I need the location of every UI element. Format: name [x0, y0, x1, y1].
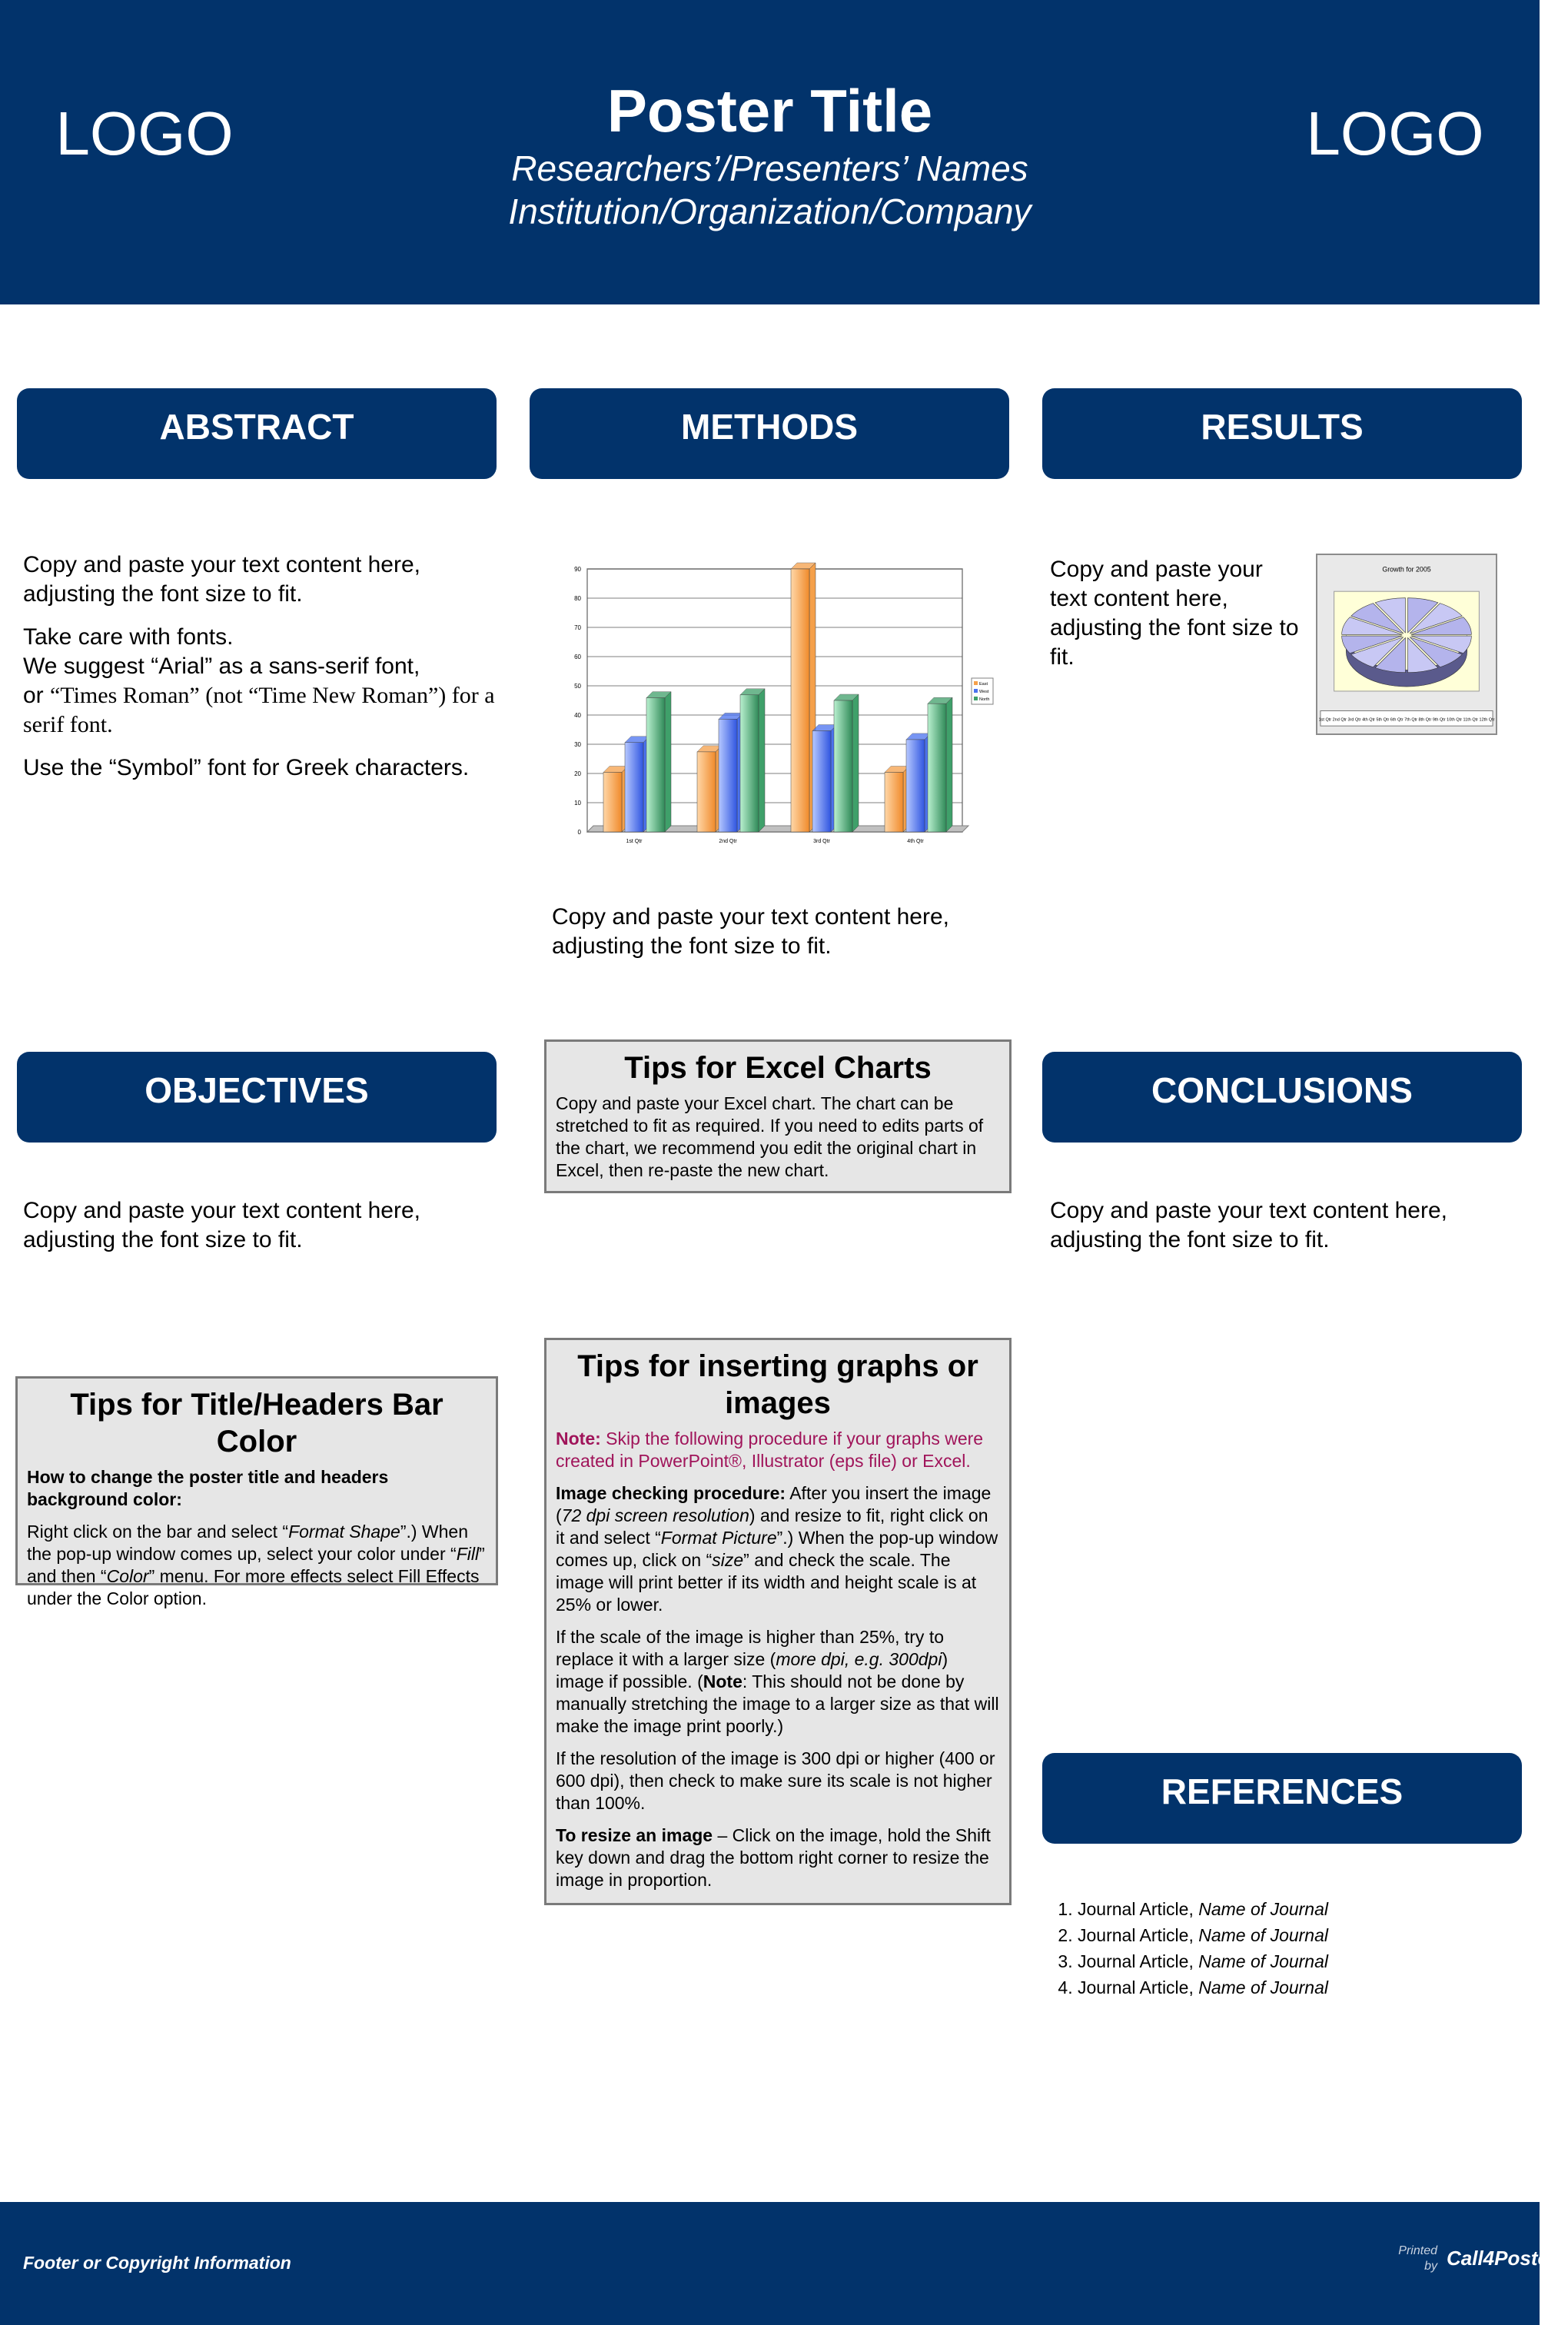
reference-article: Journal Article, [1078, 1925, 1199, 1945]
tip-emphasis: 72 dpi screen resolution [561, 1505, 749, 1525]
tips-title-bar-heading: Tips for Title/Headers Bar Color [70, 1388, 443, 1459]
section-header-objectives: OBJECTIVES [17, 1052, 497, 1143]
section-header-abstract: ABSTRACT [17, 388, 497, 479]
tip-emphasis: more dpi, e.g. 300dpi [776, 1649, 942, 1669]
tips-graphs-heading: Tips for inserting graphs or images [577, 1349, 978, 1420]
pie-chart-title: Growth for 2005 [1382, 565, 1431, 574]
note-label: Note: [556, 1429, 601, 1449]
chart-bar [646, 698, 665, 832]
tip-text: If the scale of the image is higher than 25%, try to replace it with a larger size ( [556, 1627, 945, 1669]
reference-journal: Name of Journal [1198, 1951, 1328, 1971]
reference-item [1078, 1896, 1539, 1922]
section-header-methods: METHODS [530, 388, 1009, 479]
printed-by-label: Printed by [1398, 2244, 1437, 2273]
abstract-paragraph: Copy and paste your text content here, adjusting the font size to fit. [23, 552, 420, 607]
tip-text: – Click on the image, hold the Shift key down and drag the bottom right corner to resize the image in proportion. [556, 1825, 991, 1890]
chart-y-tick-label: 60 [574, 654, 581, 660]
chart-x-tick-label: 2nd Qtr [719, 839, 737, 844]
tip-bold: Note [703, 1671, 742, 1691]
tip-text: ” and then “ [27, 1544, 485, 1586]
tips-graphs-resize [556, 1824, 1000, 1891]
section-header-references: REFERENCES [1042, 1753, 1522, 1844]
chart-bar [812, 731, 831, 832]
tip-text: ”.) When the pop-up window comes up, click on “ [556, 1528, 998, 1570]
chart-bar [885, 772, 903, 832]
tip-text: ) and resize to fit, right click on it and select “ [556, 1505, 988, 1548]
references-list [1059, 1896, 1539, 2001]
results-pie-chart [1316, 554, 1497, 735]
tip-text: ”.) When the pop-up window comes up, select your color under “ [27, 1522, 468, 1564]
reference-item [1078, 1948, 1539, 1974]
logo-right: LOGO [1306, 99, 1484, 168]
chart-legend-swatch [974, 697, 978, 700]
chart-bar [603, 772, 622, 832]
chart-y-tick-label: 40 [574, 712, 581, 719]
objectives-body: Copy and paste your text content here, adjusting the font size to fit. [23, 1198, 420, 1252]
logo-left: LOGO [55, 99, 234, 168]
reference-item [1078, 1922, 1539, 1948]
tips-excel-heading: Tips for Excel Charts [624, 1051, 932, 1085]
reference-journal: Name of Journal [1198, 1899, 1328, 1919]
chart-bar-side [946, 697, 952, 832]
reference-item [1078, 1974, 1539, 2001]
chart-y-tick-label: 0 [577, 829, 581, 836]
tips-graphs-scale [556, 1626, 1000, 1738]
institution-name: Institution/Organization/Company [508, 191, 1031, 231]
fonts-tip-line: or [23, 683, 51, 708]
footer-copyright: Footer or Copyright Information [23, 2253, 291, 2273]
methods-body: Copy and paste your text content here, adjusting the font size to fit. [552, 904, 949, 959]
tips-title-bar-text [27, 1521, 487, 1610]
tip-text: ” menu. For more effects select Fill Effects under the Color option. [27, 1566, 480, 1608]
chart-bar [625, 743, 643, 832]
chart-x-tick-label: 1st Qtr [626, 839, 643, 844]
fonts-tip-line: We suggest “Arial” as a sans-serif font, [23, 654, 420, 679]
methods-bar-chart [547, 555, 990, 847]
note-text: Skip the following procedure if your graphs were created in PowerPoint®, Illustrator (eps file) or Excel. [556, 1429, 984, 1471]
serif-font-sample: “Times Roman” (not “Time New Roman”) for a serif font. [23, 683, 495, 737]
chart-y-tick-label: 10 [574, 800, 581, 807]
tip-text: After you insert the image ( [556, 1483, 992, 1525]
reference-journal: Name of Journal [1198, 1925, 1328, 1945]
abstract-body [23, 550, 500, 797]
section-header-conclusions: CONCLUSIONS [1042, 1052, 1522, 1143]
chart-bar [791, 569, 809, 832]
chart-y-tick-label: 20 [574, 770, 581, 777]
tip-emphasis: size [712, 1550, 744, 1570]
tips-title-bar-color-box [15, 1376, 498, 1608]
results-body: Copy and paste your text content here, adjusting the font size to fit. [1050, 557, 1299, 670]
tips-excel-charts-box [544, 1039, 1012, 1193]
chart-bar [906, 740, 925, 832]
tips-title-bar-subheading: How to change the poster title and headers background color: [27, 1467, 389, 1509]
tip-emphasis: Format Shape [288, 1522, 400, 1542]
section-header-results: RESULTS [1042, 388, 1522, 479]
tips-inserting-graphs-box [544, 1338, 1012, 1905]
tip-text: : This should not be done by manually stretching the image to a larger size as that will make the image print poorly.) [556, 1671, 999, 1736]
chart-bar [928, 703, 946, 832]
reference-article: Journal Article, [1078, 1899, 1199, 1919]
resize-label: To resize an image [556, 1825, 713, 1845]
chart-bar [834, 700, 852, 832]
chart-bar-side [665, 692, 671, 832]
chart-bar-side [759, 689, 765, 832]
chart-y-tick-label: 80 [574, 595, 581, 602]
tip-emphasis: Format Picture [660, 1528, 777, 1548]
chart-x-tick-label: 4th Qtr [907, 839, 924, 844]
tip-text: ) image if possible. ( [556, 1649, 948, 1691]
tips-graphs-resolution: If the resolution of the image is 300 dpi or higher (400 or 600 dpi), then check to make sure its scale is not higher than 100%. [556, 1748, 995, 1813]
tip-text: ” and check the scale. The image will print better if its width and height scale is at 25% or lower. [556, 1550, 977, 1615]
presenters-names: Researchers’/Presenters’ Names [511, 148, 1028, 188]
chart-x-tick-label: 3rd Qtr [813, 839, 830, 844]
tip-emphasis: Color [106, 1566, 149, 1586]
chart-y-tick-label: 70 [574, 624, 581, 631]
reference-article: Journal Article, [1078, 1951, 1199, 1971]
chart-y-tick-label: 50 [574, 683, 581, 690]
tips-graphs-checking [556, 1482, 1000, 1616]
chart-legend-label: East [979, 682, 988, 687]
chart-legend-swatch [974, 681, 978, 685]
chart-bar [697, 752, 716, 832]
chart-legend-swatch [974, 689, 978, 693]
chart-y-tick-label: 30 [574, 741, 581, 748]
check-label: Image checking procedure: [556, 1483, 786, 1503]
chart-legend-label: North [979, 697, 990, 702]
reference-journal: Name of Journal [1198, 1977, 1328, 1997]
chart-bar-side [852, 694, 859, 832]
tip-text: Right click on the bar and select “ [27, 1522, 289, 1542]
tips-excel-text: Copy and paste your Excel chart. The chart can be stretched to fit as required. If you need to edits parts of the chart, we recommend you edit the original chart in Excel, then re-paste the new chart. [556, 1093, 984, 1180]
chart-bar [719, 719, 737, 832]
conclusions-body: Copy and paste your text content here, adjusting the font size to fit. [1050, 1198, 1447, 1252]
chart-y-tick-label: 90 [574, 566, 581, 573]
chart-bar [740, 695, 759, 832]
tips-graphs-note [556, 1428, 1000, 1472]
poster-title: Poster Title [606, 77, 933, 145]
printer-logo: Call4Posters [1447, 2247, 1568, 2270]
abstract-fonts-paragraph [23, 623, 500, 740]
abstract-symbol-paragraph: Use the “Symbol” font for Greek characters. [23, 755, 470, 780]
reference-article: Journal Article, [1078, 1977, 1199, 1997]
tip-emphasis: Fill [456, 1544, 480, 1564]
pie-legend: 1st Qtr 2nd Qtr 3rd Qtr 4th Qtr 5th Qtr 6th Qtr 7th Qtr 8th Qtr 9th Qtr 10th Qtr 11th Qtr 12th Qtr [1318, 717, 1495, 723]
fonts-tip-line: Take care with fonts. [23, 624, 234, 650]
chart-legend-label: West [979, 690, 989, 694]
